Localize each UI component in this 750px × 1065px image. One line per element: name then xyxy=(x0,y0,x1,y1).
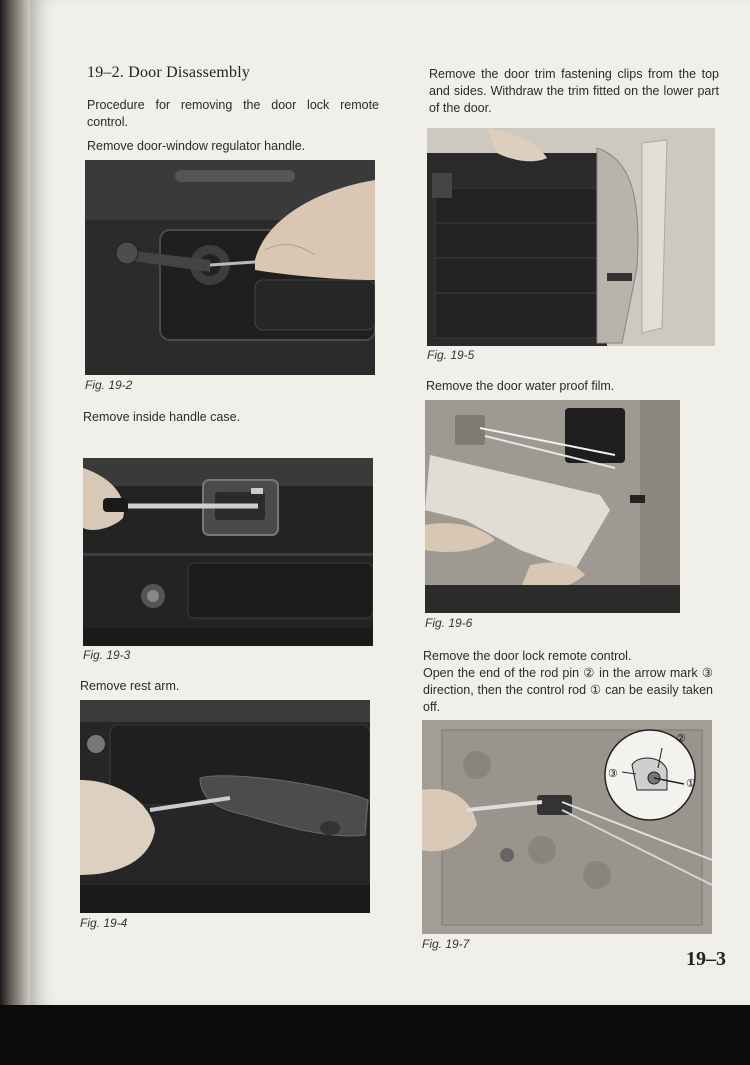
figure-caption-19-7: Fig. 19-7 xyxy=(422,937,470,951)
photo-regulator-handle xyxy=(85,160,375,375)
step-remove-door-lock-remote-control: Remove the door lock remote control. xyxy=(423,649,632,663)
callout-control-rod-1: ① xyxy=(686,778,696,790)
photo-rest-arm xyxy=(80,700,370,913)
page-bottom-edge xyxy=(0,1005,750,1065)
page-number: 19–3 xyxy=(686,948,726,970)
figure-caption-19-4: Fig. 19-4 xyxy=(80,916,128,930)
figure-caption-19-2: Fig. 19-2 xyxy=(85,378,133,392)
photo-door-lock-remote-control xyxy=(422,720,712,934)
procedure-intro: Procedure for removing the door lock remote control. xyxy=(87,98,379,129)
manual-page xyxy=(30,0,750,1005)
figure-caption-19-5: Fig. 19-5 xyxy=(427,348,475,362)
figure-caption-19-6: Fig. 19-6 xyxy=(425,616,473,630)
photo-door-trim xyxy=(427,128,715,346)
section-title: 19–2. Door Disassembly xyxy=(87,64,251,81)
step-remove-waterproof-film: Remove the door water proof film. xyxy=(426,379,615,393)
callout-rod-pin-2: ② xyxy=(676,733,686,745)
callout-arrow-mark-3: ③ xyxy=(608,768,618,780)
book-spine xyxy=(0,0,30,1005)
step-remove-inside-handle-case: Remove inside handle case. xyxy=(83,410,241,424)
figure-caption-19-3: Fig. 19-3 xyxy=(83,648,131,662)
photo-waterproof-film xyxy=(425,400,680,613)
photo-inside-handle-case xyxy=(83,458,373,646)
step-remove-control-rod: Open the end of the rod pin ② in the arrow mark ③ direction, then the control rod ① can be easily taken off. xyxy=(423,666,713,714)
step-remove-rest-arm: Remove rest arm. xyxy=(80,679,180,693)
step-remove-regulator-handle: Remove door-window regulator handle. xyxy=(87,139,306,153)
step-remove-door-trim: Remove the door trim fastening clips from the top and sides. Withdraw the trim fitted on the lower part of the door. xyxy=(429,67,719,115)
